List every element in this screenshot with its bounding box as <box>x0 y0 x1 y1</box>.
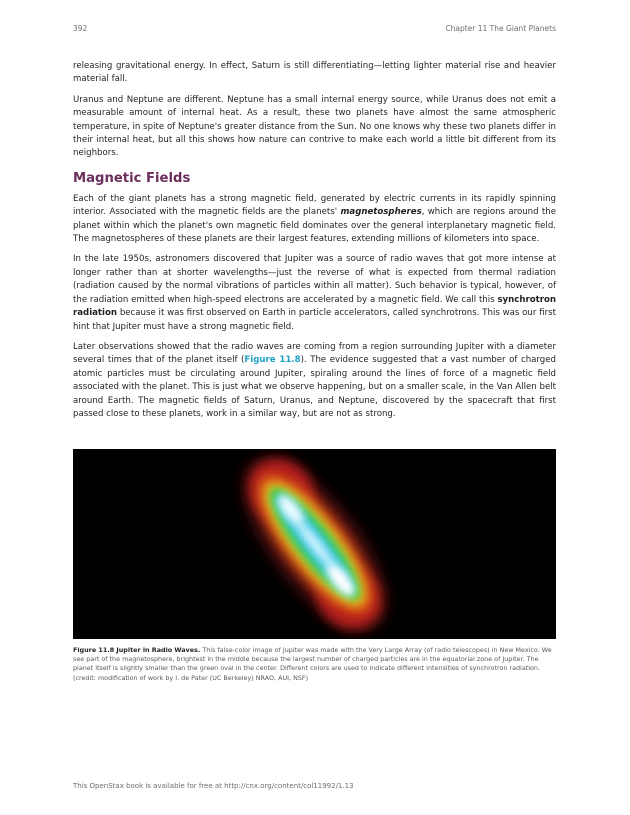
page-footer: This OpenStax book is available for free at http://cnx.org/content/col11992/1.13 <box>73 782 354 790</box>
paragraph-uranus-neptune: Uranus and Neptune are different. Neptune has a small internal energy source, while Uranus does not emit a measurable amount of internal heat. As a result, these two planets have almost the same atmospheric temperature, in spite of Neptune's greater distance from the Sun. No one knows why these two planets differ in their internal heat, but all this shows how nature can contrive to make each world a little bit different from its neighbors. <box>73 94 556 159</box>
text-span: In the late 1950s, astronomers discovered that Jupiter was a source of radio waves that got more intense at longer rather than at shorter wavelengths—just the reverse of what is expected from thermal radiation (radiation caused by the normal vibrations of particles within all matter). Such behavior is typical, however, of the radiation emitted when high-speed electrons are accelerated by a magnetic field. We call this <box>73 254 556 305</box>
figure-label: Figure 11.8 Jupiter in Radio Waves. <box>73 646 201 654</box>
figure-caption <box>73 646 556 683</box>
text-span: Later observations showed that the radio waves are coming from a region surrounding Jupiter with a diameter several times that of the planet itself ( <box>73 341 556 366</box>
paragraph-magnetic-fields <box>73 193 556 247</box>
radio-emission-graphic <box>73 449 556 639</box>
jupiter-radio-image <box>73 449 556 639</box>
text-span: , which are regions around the planet within which the planet's own magnetic field dominates over the general interplanetary magnetic field. The magnetospheres of these planets are their largest features, extending millions of kilometers into space. <box>73 207 556 245</box>
text-span: ). The evidence suggested that a vast number of charged atomic particles must be circulating around Jupiter, spiraling around the lines of force of a magnetic field associated with the planet. This is just what we observe happening, but on a smaller scale, in the Van Allen belt around Earth. The magnetic fields of Saturn, Uranus, and Neptune, discovered by the spacecraft that first passed close to these planets, work in a similar way, but are not as strong. <box>73 355 556 419</box>
figure-11-8-link[interactable]: Figure 11.8 <box>244 355 301 366</box>
page-body <box>73 60 556 428</box>
figure-caption-text: This false-color image of Jupiter was made with the Very Large Array (of radio telescopes) in New Mexico. We see part of the magnetosphere, brightest in the middle because the largest number of charged particles are in the equatorial zone of Jupiter. The planet itself is slightly smaller than the green oval in the center. Different colors are used to indicate different intensities of synchrotron radiation. (credit: modification of work by I. de Pater (UC Berkeley) NRAO, AUI, NSF) <box>73 646 552 682</box>
paragraph-later-observations <box>73 341 556 421</box>
text-span: because it was first observed on Earth in particle accelerators, called synchrotrons. This was our first hint that Jupiter must have a strong magnetic field. <box>73 308 556 332</box>
paragraph-radio-waves <box>73 253 556 333</box>
section-heading-magnetic-fields: Magnetic Fields <box>73 170 191 186</box>
text-span: Each of the giant planets has a strong magnetic field, generated by electric currents in its rapidly spinning interior. Associated with the magnetic fields are the planets' <box>73 193 556 218</box>
paragraph-saturn: releasing gravitational energy. In effect, Saturn is still differentiating—letting lighter material rise and heavier material fall. <box>73 61 556 85</box>
chapter-title: Chapter 11 The Giant Planets <box>445 24 556 33</box>
term-magnetospheres: magnetospheres <box>340 207 422 218</box>
page-number: 392 <box>73 24 88 33</box>
term-synchrotron-radiation: synchrotron radiation <box>73 294 556 319</box>
